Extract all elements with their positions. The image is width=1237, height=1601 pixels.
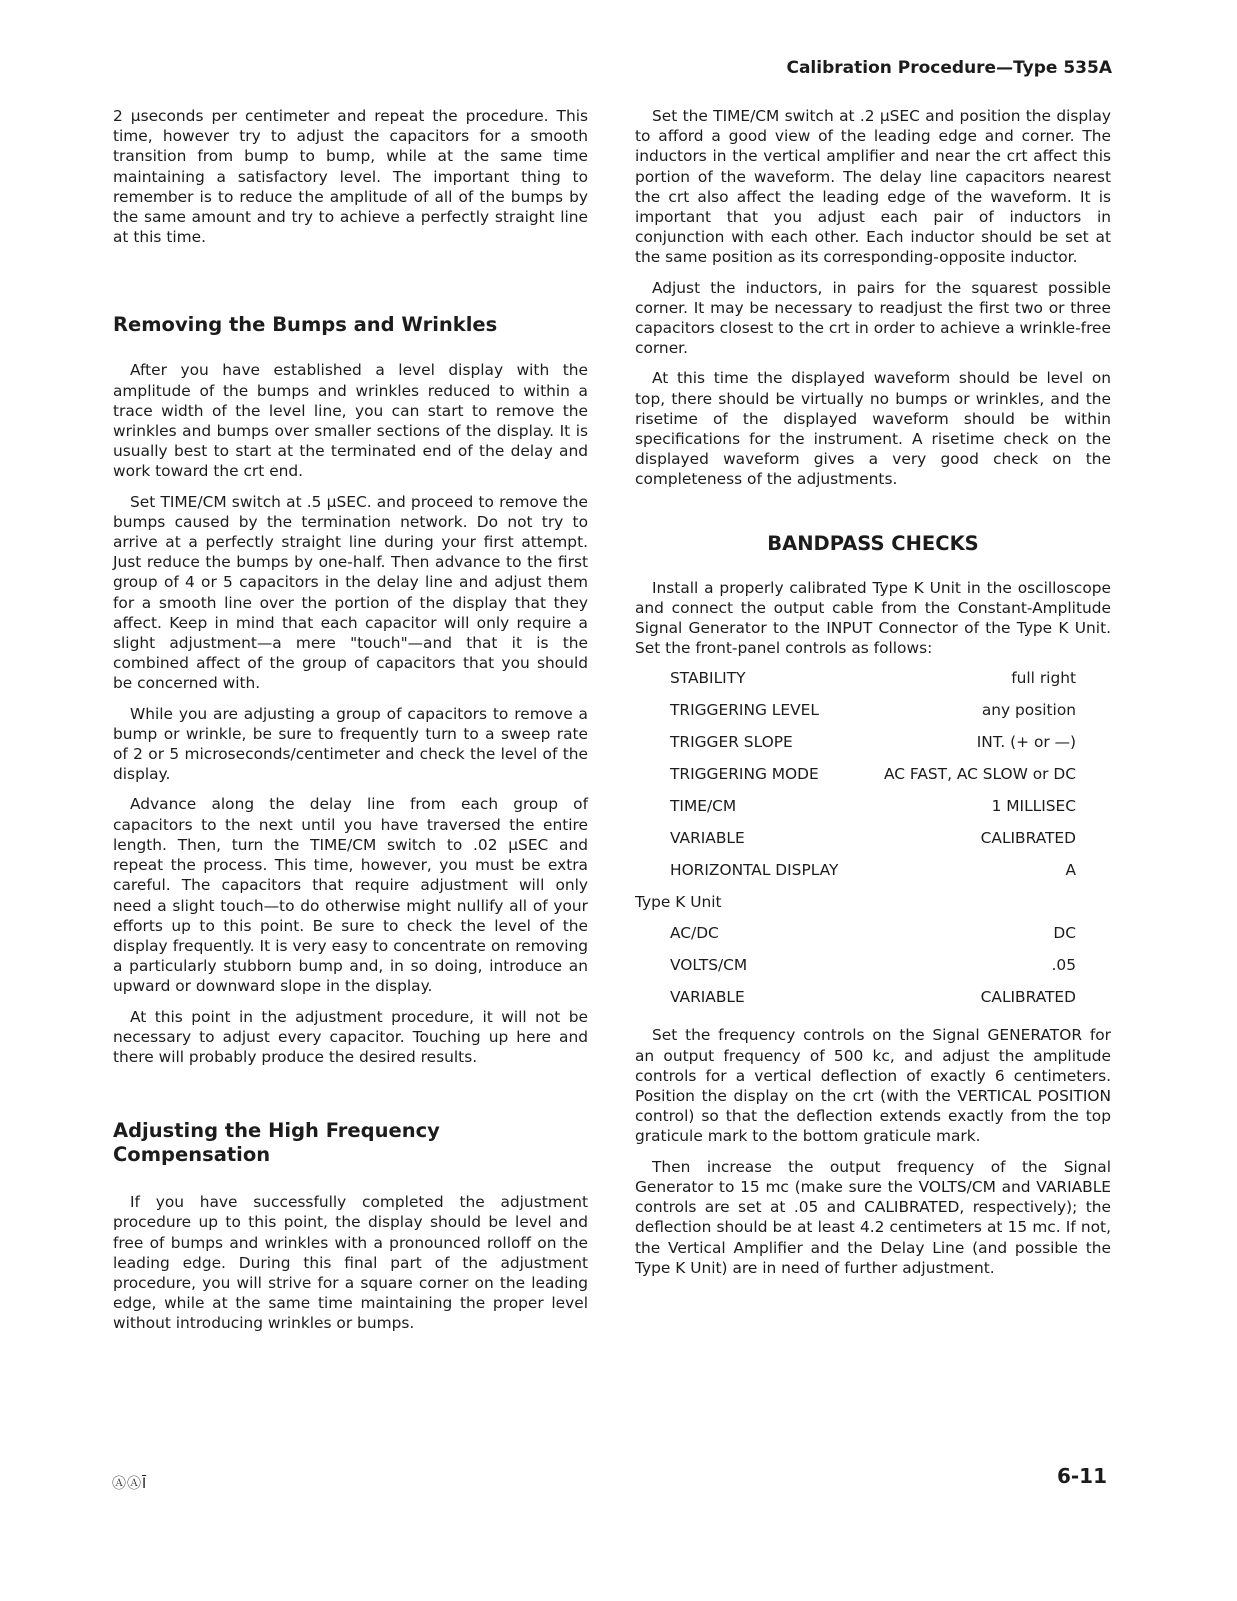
paragraph: If you have successfully completed the adjustment procedure up to this point, the display should be level and free of bumps and wrinkles with a pronounced rolloff on the leading edge. During this final part of the adjustment procedure, you will strive for a square corner on the leading edge, while at the same time maintaining the proper level without introducing wrinkles or bumps. bbox=[113, 1193, 588, 1333]
control-row bbox=[635, 987, 1111, 1019]
control-row bbox=[635, 828, 1111, 860]
paragraph: At this time the displayed waveform should be level on top, there should be virtually no bumps or wrinkles, and the risetime of the displayed waveform should be within specifications for the instrument. A risetime check on the displayed waveform gives a very good check on the completeness of the adjustments. bbox=[635, 369, 1111, 489]
paragraph: Adjust the inductors, in pairs for the squarest possible corner. It may be necessary to readjust the first two or three capacitors closest to the crt in order to achieve a wrinkle-free corner. bbox=[635, 278, 1111, 358]
control-name: AC/DC bbox=[670, 924, 719, 943]
front-panel-controls-table bbox=[635, 668, 1111, 1019]
control-name: VARIABLE bbox=[670, 988, 745, 1007]
paragraph: Set TIME/CM switch at .5 μSEC. and proceed to remove the bumps caused by the termination network. Do not try to arrive at a perfectly straight line during your first attempt. Just reduce the bumps by one-half. Then advance to the first group of 4 or 5 capacitors in the delay line and adjust them for a smooth line over the portion of the display that they affect. Keep in mind that each capacitor will only require a slight adjustment—a mere "touch"—and that it is the combined affect of the group of capacitors that you should be concerned with. bbox=[113, 492, 588, 693]
paragraph: 2 μseconds per centimeter and repeat the procedure. This time, however try to adjust the capacitors for a smooth transition from bump to bump, while at the same time maintaining a satisfactory level. The important thing to remember is to reduce the amplitude of all of the bumps by the same amount and try to achieve a perfectly straight line at this time. bbox=[113, 107, 588, 247]
right-column bbox=[635, 106, 1111, 1288]
control-value: any position bbox=[981, 701, 1076, 720]
page-header-title: Calibration Procedure—Type 535A bbox=[786, 58, 1112, 78]
left-column bbox=[113, 106, 588, 1344]
paragraph: Install a properly calibrated Type K Unit in the oscilloscope and connect the output cable from the Constant-Amplitude Signal Generator to the INPUT Connector of the Type K Unit. Set the front-panel controls as follows: bbox=[635, 578, 1111, 658]
section-heading-high-frequency: Adjusting the High Frequency Compensation bbox=[113, 1119, 440, 1167]
control-name: VOLTS/CM bbox=[670, 956, 748, 975]
control-value: CALIBRATED bbox=[980, 988, 1076, 1007]
control-name: TIME/CM bbox=[670, 797, 737, 816]
control-value: A bbox=[1065, 861, 1076, 880]
paragraph: Set the frequency controls on the Signal GENERATOR for an output frequency of 500 kc, and adjust the amplitude controls for a vertical deflection of exactly 6 centimeters. Position the display on the crt (with the VERTICAL POSITION control) so that the deflection extends exactly from the top graticule mark to the bottom graticule mark. bbox=[635, 1026, 1111, 1146]
control-name: STABILITY bbox=[670, 669, 746, 688]
control-name: TRIGGERING MODE bbox=[670, 765, 819, 784]
control-row bbox=[635, 732, 1111, 764]
paragraph: While you are adjusting a group of capacitors to remove a bump or wrinkle, be sure to frequently turn to a sweep rate of 2 or 5 microseconds/centimeter and check the level of the display. bbox=[113, 704, 588, 784]
control-name: VARIABLE bbox=[670, 829, 745, 848]
control-row bbox=[635, 923, 1111, 955]
type-k-unit-subheading: Type K Unit bbox=[635, 893, 722, 912]
control-name: TRIGGER SLOPE bbox=[670, 733, 793, 752]
control-value: .05 bbox=[1051, 956, 1076, 975]
paragraph: At this point in the adjustment procedure, it will not be necessary to adjust every capacitor. Touching up here and there will probably produce the desired results. bbox=[113, 1007, 588, 1066]
control-row bbox=[635, 700, 1111, 732]
control-value: INT. (+ or —) bbox=[976, 733, 1076, 752]
control-value: DC bbox=[1053, 924, 1076, 943]
section-heading-bandpass-checks: BANDPASS CHECKS bbox=[767, 531, 979, 555]
control-row bbox=[635, 860, 1111, 892]
control-name: HORIZONTAL DISPLAY bbox=[670, 861, 839, 880]
control-row bbox=[635, 764, 1111, 796]
control-value: 1 MILLISEC bbox=[991, 797, 1076, 816]
section-heading-removing-bumps: Removing the Bumps and Wrinkles bbox=[113, 313, 498, 337]
control-value: CALIBRATED bbox=[980, 829, 1076, 848]
control-name: TRIGGERING LEVEL bbox=[670, 701, 819, 720]
paragraph: Then increase the output frequency of the Signal Generator to 15 mc (make sure the VOLTS/CM and VARIABLE controls are set at .05 and CALIBRATED, respectively); the deflection should be at least 4.2 centimeters at 15 mc. If not, the Vertical Amplifier and the Delay Line (and possible the Type K Unit) are in need of further adjustment. bbox=[635, 1157, 1111, 1277]
page-number: 6-11 bbox=[1056, 1464, 1107, 1488]
publisher-logo: ⒶⒶĪ bbox=[112, 1476, 148, 1492]
paragraph: Set the TIME/CM switch at .2 μSEC and position the display to afford a good view of the leading edge and corner. The inductors in the vertical amplifier and near the crt affect this portion of the waveform. The delay line capacitors nearest the crt also affect the leading edge of the waveform. It is important that you adjust each pair of inductors in conjunction with each other. Each inductor should be set at the same position as its corresponding-opposite inductor. bbox=[635, 107, 1111, 267]
control-row bbox=[635, 796, 1111, 828]
control-value: AC FAST, AC SLOW or DC bbox=[884, 765, 1076, 784]
paragraph: Advance along the delay line from each group of capacitors to the next until you have traversed the entire length. Then, turn the TIME/CM switch to .02 μSEC and repeat the process. This time, however, you must be extra careful. The capacitors that require adjustment will only need a slight touch—to do otherwise might nullify all of your efforts up to this point. Be sure to check the level of the display frequently. It is very easy to concentrate on removing a particularly stubborn bump and, in so doing, introduce an upward or downward slope in the display. bbox=[113, 795, 588, 996]
paragraph: After you have established a level display with the amplitude of the bumps and wrinkles reduced to within a trace width of the level line, you can start to remove the wrinkles and bumps over smaller sections of the display. It is usually best to start at the terminated end of the delay and work toward the crt end. bbox=[113, 361, 588, 481]
control-value: full right bbox=[1011, 669, 1076, 688]
control-row bbox=[635, 955, 1111, 987]
control-row bbox=[635, 668, 1111, 700]
